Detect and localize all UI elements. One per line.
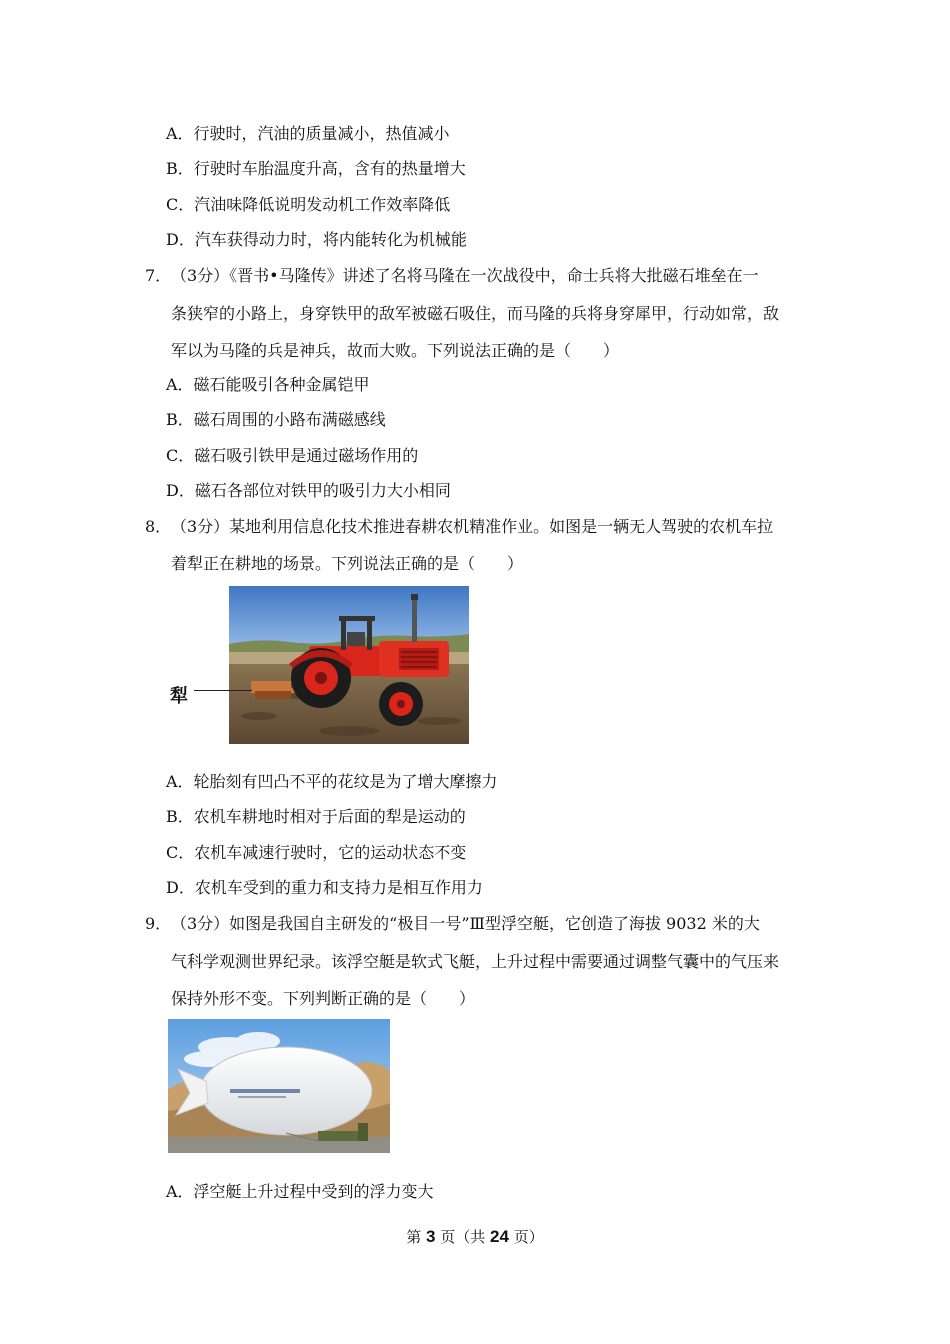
q9-stem-line-1: （3分）如图是我国自主研发的“极目一号”Ⅲ型浮空艇，它创造了海拔 9032 米的大 xyxy=(171,914,760,933)
q9-stem-line-2: 气科学观测世界纪录。该浮空艇是软式飞艇，上升过程中需要通过调整气囊中的气压来 xyxy=(171,952,780,971)
q9-stem-line-3: 保持外形不变。下列判断正确的是（ ） xyxy=(171,989,476,1008)
q7-option-a: A．磁石能吸引各种金属铠甲 xyxy=(166,375,370,394)
tractor-photo xyxy=(229,586,469,744)
footer-total-pages: 24 xyxy=(490,1227,509,1246)
q8-option-a: A．轮胎刻有凹凸不平的花纹是为了增大摩擦力 xyxy=(166,772,498,791)
q9-option-a: A．浮空艇上升过程中受到的浮力变大 xyxy=(166,1182,434,1201)
q8-option-c: C．农机车减速行驶时，它的运动状态不变 xyxy=(166,843,467,862)
q8-option-d: D．农机车受到的重力和支持力是相互作用力 xyxy=(166,878,483,897)
airship-photo xyxy=(168,1019,390,1153)
plow-pointer-line xyxy=(194,690,252,691)
q7-stem-line-2: 条狭窄的小路上，身穿铁甲的敌军被磁石吸住，而马隆的兵将身穿犀甲，行动如常，敌 xyxy=(171,304,780,323)
q8-stem-line-1: （3分）某地利用信息化技术推进春耕农机精准作业。如图是一辆无人驾驶的农机车拉 xyxy=(171,517,774,536)
q7-stem-line-3: 军以为马隆的兵是神兵，故而大败。下列说法正确的是（ ） xyxy=(171,341,620,360)
q7-option-d: D．磁石各部位对铁甲的吸引力大小相同 xyxy=(166,481,451,500)
page-footer xyxy=(0,1227,950,1247)
q6-option-a: A．行驶时，汽油的质量减小，热值减小 xyxy=(166,124,450,143)
footer-page-number: 3 xyxy=(426,1227,436,1246)
footer-middle: 页（共 xyxy=(435,1228,491,1246)
q6-option-c: C．汽油味降低说明发动机工作效率降低 xyxy=(166,195,451,214)
q8-option-b: B．农机车耕地时相对于后面的犁是运动的 xyxy=(166,807,466,826)
q6-option-d: D．汽车获得动力时，将内能转化为机械能 xyxy=(166,230,467,249)
q8-number: 8． xyxy=(145,517,172,536)
q7-option-b: B．磁石周围的小路布满磁感线 xyxy=(166,410,386,429)
q6-option-b: B．行驶时车胎温度升高，含有的热量增大 xyxy=(166,159,466,178)
q7-stem-line-1: （3分）《晋书•马隆传》讲述了名将马隆在一次战役中，命士兵将大批磁石堆垒在一 xyxy=(171,266,759,285)
q9-number: 9． xyxy=(145,914,172,933)
q8-stem-line-2: 着犁正在耕地的场景。下列说法正确的是（ ） xyxy=(171,554,524,573)
footer-prefix: 第 xyxy=(406,1228,427,1246)
footer-suffix: 页） xyxy=(508,1228,544,1246)
q7-number: 7． xyxy=(145,266,172,285)
q7-option-c: C．磁石吸引铁甲是通过磁场作用的 xyxy=(166,446,419,465)
plow-label: 犁 xyxy=(170,686,188,707)
